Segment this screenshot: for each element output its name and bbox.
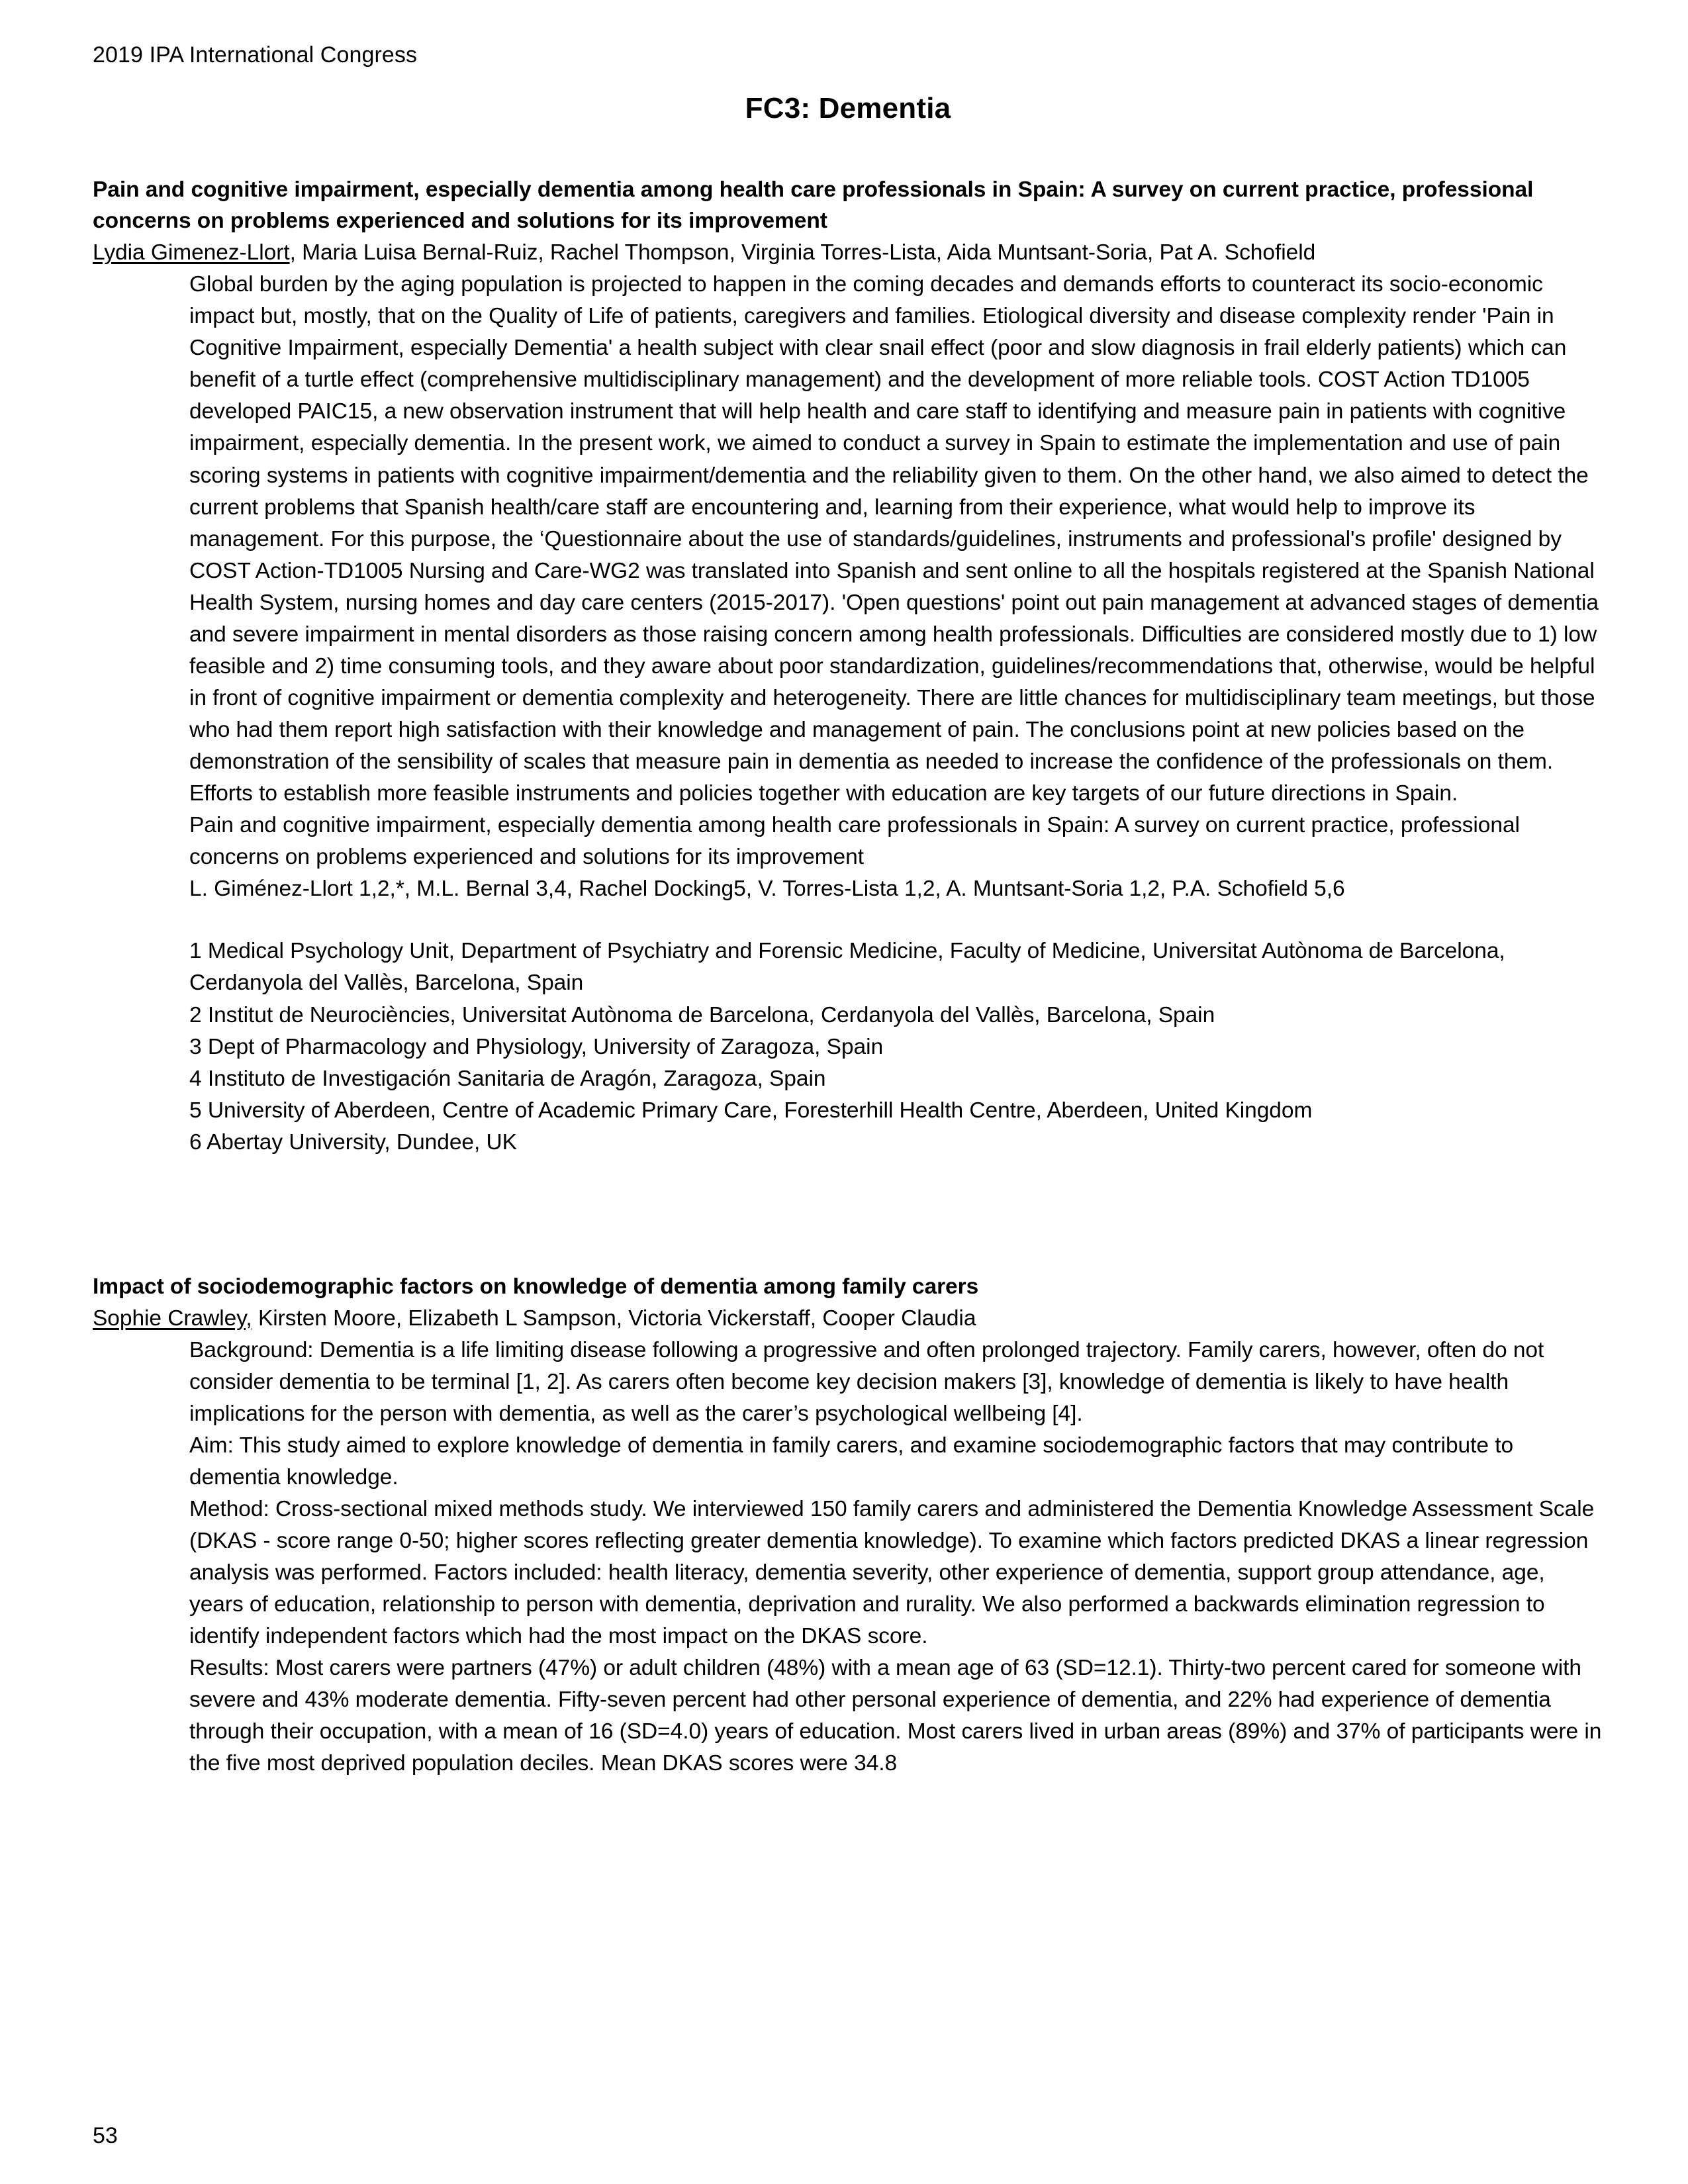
abstract-body: [189, 269, 1603, 1159]
section-spacer: [93, 1159, 1603, 1271]
abstract-title: [93, 174, 1603, 238]
abstract-author-affiliation-line: L. Giménez-Llort 1,2,*, M.L. Bernal 3,4, Rachel Docking5, V. Torres-Lista 1,2, A. Muntsant-Soria 1,2, P.A. Schofield 5,6: [189, 877, 1345, 902]
abstract-body: [189, 1335, 1603, 1780]
affiliation-item: 5 University of Aberdeen, Centre of Academic Primary Care, Foresterhill Health Centre, Aberdeen, United Kingdom: [189, 1098, 1313, 1123]
abstract-entry: [93, 1271, 1603, 1780]
abstract-title-line-1: Pain and cognitive impairment, especially dementia among health care professionals in Spain: A survey on current practice,: [93, 177, 1396, 202]
abstract-title-line-1: Impact of sociodemographic factors on knowledge of dementia among family carers: [93, 1274, 979, 1299]
co-authors: , Maria Luisa Bernal-Ruiz, Rachel Thompson, Virginia Torres-Lista, Aida Muntsant-Soria, Pat A. Schofield: [289, 240, 1316, 265]
abstract-title: [93, 1271, 1603, 1303]
abstract-authors: [93, 237, 1603, 269]
abstract-body-paragraph: Global burden by the aging population is projected to happen in the coming decades and demands efforts to counteract its socio-economic impact but, mostly, that on the Quality of Life of patients, caregivers and families. Etiological diversity and disease complexity render 'Pain in Cognitive Impairment, especially Dementia' a health subject with clear snail effect (poor and slow diagnosis in frail elderly patients) which can benefit of a turtle effect (comprehensive multidisciplinary management) and the development of more reliable tools. COST Action TD1005 developed PAIC15, a new observation instrument that will help health and care staff to identifying and measure pain in patients with cognitive impairment, especially dementia. In the present work, we aimed to conduct a survey in Spain to estimate the implementation and use of pain scoring systems in patients with cognitive impairment/dementia and the reliability given to them. On the other hand, we also aimed to detect the current problems that Spanish health/care staff are encountering and, learning from their experience, what would help to improve its management. For this purpose, the ‘Questionnaire about the use of standards/guidelines, instruments and professional's profile' designed by COST Action-TD1005 Nursing and Care-WG2 was translated into Spanish and sent online to all the hospitals registered at the Spanish National Health System, nursing homes and day care centers (2015-2017). 'Open questions' point out pain management at advanced stages of dementia and severe impairment in mental disorders as those raising concern among health professionals. Difficulties are considered mostly due to 1) low feasible and 2) time consuming tools, and they aware about poor standardization, guidelines/recommendations that, otherwise, would be helpful in front of cognitive impairment or dementia complexity and heterogeneity. There are little chances for multidisciplinary team meetings, but those who had them report high satisfaction with their knowledge and management of pain. The conclusions point at new policies based on the demonstration of the sensibility of scales that measure pain in dementia as needed to increase the confidence of the professionals on them. Efforts to establish more feasible instruments and policies together with education are key targets of our future directions in Spain.: [189, 272, 1599, 806]
affiliation-item: 3 Dept of Pharmacology and Physiology, University of Zaragoza, Spain: [189, 1034, 884, 1059]
abstract-background-paragraph: Background: Dementia is a life limiting disease following a progressive and often prolonged trajectory. Family carers, however, often do not consider dementia to be terminal [1, 2]. As carers often become key decision makers [3], knowledge of dementia is likely to have health implications for the person with dementia, as well as the carer’s psychological wellbeing [4].: [189, 1337, 1544, 1426]
co-authors: Kirsten Moore, Elizabeth L Sampson, Victoria Vickerstaff, Cooper Claudia: [252, 1306, 976, 1331]
abstract-aim-paragraph: Aim: This study aimed to explore knowledge of dementia in family carers, and examine sociodemographic factors that may contribute to dementia knowledge.: [189, 1433, 1514, 1490]
abstract-authors: [93, 1303, 1603, 1335]
page-number: 53: [93, 2123, 118, 2148]
abstract-title-line-2: professional concerns on problems experienced and solutions for its improvement: [93, 177, 1534, 234]
abstract-repeat-title: Pain and cognitive impairment, especially dementia among health care professionals in Spain: A survey on current practice, professional concerns on problems experienced and solutions for its improvement: [189, 813, 1520, 870]
paragraph-spacer: [189, 905, 1603, 935]
abstract-method-paragraph: Method: Cross-sectional mixed methods study. We interviewed 150 family carers and administered the Dementia Knowledge Assessment Scale (DKAS - score range 0-50; higher scores reflecting greater dementia knowledge). To examine which factors predicted DKAS a linear regression analysis was performed. Factors included: health literacy, dementia severity, other experience of dementia, support group attendance, age, years of education, relationship to person with dementia, deprivation and rurality. We also performed a backwards elimination regression to identify independent factors which had the most impact on the DKAS score.: [189, 1496, 1595, 1649]
affiliation-item: 6 Abertay University, Dundee, UK: [189, 1129, 517, 1155]
affiliation-item: 4 Instituto de Investigación Sanitaria de Aragón, Zaragoza, Spain: [189, 1066, 826, 1091]
abstract-results-paragraph: Results: Most carers were partners (47%) or adult children (48%) with a mean age of 63 (SD=12.1). Thirty-two percent cared for someone with severe and 43% moderate dementia. Fifty-seven percent had other personal experience of dementia, and 22% had experience of dementia through their occupation, with a mean of 16 (SD=4.0) years of education. Most carers lived in urban areas (89%) and 37% of participants were in the five most deprived population deciles. Mean DKAS scores were 34.8: [189, 1656, 1602, 1776]
lead-author: Sophie Crawley,: [93, 1306, 252, 1331]
section-title: FC3: Dementia: [745, 91, 951, 124]
running-head: 2019 IPA International Congress: [93, 42, 418, 68]
affiliation-item: 2 Institut de Neurociències, Universitat Autònoma de Barcelona, Cerdanyola del Vallès, Barcelona, Spain: [189, 1002, 1215, 1027]
affiliation-item: 1 Medical Psychology Unit, Department of Psychiatry and Forensic Medicine, Faculty of Medicine, Universitat Autònoma de Barcelona, Cerdanyola del Vallès, Barcelona, Spain: [189, 939, 1505, 996]
abstract-entry: [93, 174, 1603, 1159]
lead-author: Lydia Gimenez-Llort: [93, 240, 290, 265]
